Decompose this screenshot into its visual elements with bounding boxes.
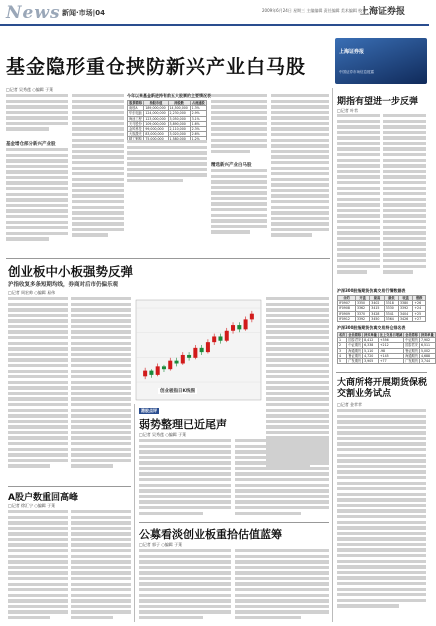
right-column-divider xyxy=(332,88,333,622)
positions-cell: 6,511 xyxy=(419,343,435,348)
futures-table2-title: 沪深300股指期货仿真交易持仓排名表 xyxy=(337,325,406,330)
candle-body xyxy=(162,366,166,369)
quotes-cell: 3380 xyxy=(399,301,413,306)
futures-position-table xyxy=(337,332,436,364)
holdings-cell: 金风科技 xyxy=(128,127,144,132)
quotes-cell: IF0912 xyxy=(338,316,356,321)
fund-body-col1 xyxy=(139,549,231,622)
holdings-cell: 天马股份 xyxy=(128,121,144,126)
futures-headline: 期指有望进一步反弹 xyxy=(337,97,419,107)
sidebar-body-col1 xyxy=(8,510,68,622)
quotes-cell: IF0907 xyxy=(338,301,356,306)
positions-cell: 中证期货 xyxy=(405,338,418,343)
dce-byline: □记者 金苹苹 xyxy=(337,402,363,407)
candle-body xyxy=(168,361,172,370)
positions-cell: 广发期货 xyxy=(348,359,362,364)
futures-quotes-table xyxy=(337,295,426,322)
lead-subhead-1: 基金增仓部分新兴产业股 xyxy=(6,142,56,147)
holdings-cell: 189,000,000 xyxy=(144,106,168,111)
quotes-cell: +24 xyxy=(413,306,426,311)
positions-cell: 海通期货 xyxy=(405,353,418,358)
holdings-cell: 99,000,000 xyxy=(144,127,168,132)
lead-subhead-2: 精选新兴产业白马股 xyxy=(211,163,252,168)
holdings-cell: 14,500,000 xyxy=(168,106,190,111)
positions-cell: 海通期货 xyxy=(348,348,362,353)
candle-body xyxy=(212,336,216,342)
positions-cell: 4 xyxy=(338,353,347,358)
candle-body xyxy=(200,348,204,352)
positions-cell: 3 xyxy=(338,348,347,353)
quotes-cell: IF0908 xyxy=(338,306,356,311)
quotes-cell: 3370 xyxy=(355,311,369,316)
positions-cell: +356 xyxy=(378,338,403,343)
quotes-cell: 3428 xyxy=(370,311,384,316)
fund-body-col2 xyxy=(235,549,329,622)
positions-row xyxy=(338,343,436,348)
positions-cell: 5 xyxy=(338,359,347,364)
quotes-column-header: 最高 xyxy=(370,296,384,301)
holdings-cell: 大族激光 xyxy=(128,132,144,137)
holdings-cell: 2.9% xyxy=(190,111,206,116)
holdings-cell: 124,000,000 xyxy=(144,111,168,116)
quotes-cell: 3402 xyxy=(370,301,384,306)
positions-cell: 3,744 xyxy=(419,359,435,364)
candle-body xyxy=(156,366,160,375)
holdings-cell: 华东电脑 xyxy=(128,111,144,116)
quotes-column-header: 涨跌 xyxy=(413,296,426,301)
holdings-column-header: 占流通股 xyxy=(191,101,205,105)
positions-column-header: 比上交易日增减 xyxy=(379,333,403,337)
chart-caption: 创业板指日K线图 xyxy=(160,389,195,394)
quotes-cell: 3350 xyxy=(355,301,369,306)
weak-byline: □记者 吴秀莲 ○编辑 于莱 xyxy=(139,432,187,437)
quotes-cell: +25 xyxy=(413,311,426,316)
quotes-cell: 3341 xyxy=(384,311,398,316)
section-brand: News xyxy=(6,3,61,23)
fund-byline: □记者 郭子 ○编辑 于莱 xyxy=(139,542,183,547)
candle-body xyxy=(206,342,210,352)
candle-body xyxy=(181,355,185,364)
holdings-cell: 123,000,000 xyxy=(144,116,168,121)
dce-body xyxy=(337,409,426,619)
lead-bottom-divider xyxy=(6,258,330,259)
section-name xyxy=(62,8,105,18)
page-number: |04 xyxy=(92,9,105,17)
holdings-cell: 83,000,000 xyxy=(144,132,168,137)
chart-frame xyxy=(136,300,261,400)
lead-body-col4 xyxy=(211,94,267,160)
positions-column-header: 会员简称 xyxy=(405,333,418,337)
positions-cell: 鲁证期货 xyxy=(405,348,418,353)
positions-cell: 3,905 xyxy=(363,359,379,364)
weak-story-tag: 港股点评 xyxy=(141,408,157,413)
lead-body-col1 xyxy=(6,94,68,140)
holdings-cell: 109,000,000 xyxy=(144,121,168,126)
positions-cell: 5,110 xyxy=(363,348,379,353)
holdings-cell: 2,110,000 xyxy=(168,127,190,132)
sidebar-body-col2 xyxy=(71,510,131,622)
holdings-cell: 1.6% xyxy=(190,121,206,126)
gem-body-col1 xyxy=(8,297,68,472)
candle-body xyxy=(175,361,179,364)
holdings-cell: 3.1% xyxy=(190,116,206,121)
lead-table-title: 今年以来基金新进持有前五大股票的主要情况表 xyxy=(127,93,211,98)
lead-body-col4b xyxy=(211,169,267,249)
holdings-cell: 海油工程 xyxy=(128,116,144,121)
gem-subtitle: 沪指收复多条短期均线，券商对后市仍偏乐观 xyxy=(8,282,119,288)
quotes-cell: 3318 xyxy=(384,301,398,306)
positions-cell: 中证期货 xyxy=(348,343,362,348)
positions-column-header: 持买单量 xyxy=(364,333,377,337)
holdings-cell: 3,020,000 xyxy=(168,132,190,137)
holdings-column-header: 持股数 xyxy=(168,101,190,106)
positions-cell: 7,902 xyxy=(419,338,435,343)
quotes-column-header: 最低 xyxy=(384,296,398,301)
candle-body xyxy=(237,325,241,329)
futures-table1-title: 沪深300股指期货仿真交易行情数据表 xyxy=(337,288,406,293)
gem-sidebar-divider xyxy=(8,486,131,487)
sidebar-headline: A股户数重回高峰 xyxy=(8,493,78,503)
candle-body xyxy=(225,331,229,341)
quotes-cell: 3362 xyxy=(355,306,369,311)
newspaper-title: 上海证券报 xyxy=(360,7,406,17)
positions-column-header: 会员简称 xyxy=(348,333,362,337)
futures-body-col1 xyxy=(337,114,380,282)
banner-title: 上海证券报 xyxy=(339,49,365,55)
futures-body-col2 xyxy=(383,114,426,282)
lead-body-col3 xyxy=(127,140,207,192)
positions-cell: +212 xyxy=(378,343,403,348)
quotes-row xyxy=(338,316,426,321)
holdings-cell: 2.6% xyxy=(190,132,206,137)
holdings-column-header: 持股市值 xyxy=(144,101,168,106)
quotes-cell: IF0909 xyxy=(338,311,356,316)
positions-cell: 4,688 xyxy=(419,353,435,358)
quotes-cell: 3426 xyxy=(399,316,413,321)
quotes-column-header: 收盘 xyxy=(399,296,413,301)
quotes-column-header: 合约 xyxy=(338,296,356,301)
candle-body xyxy=(187,355,191,358)
holdings-cell: 2,230,000 xyxy=(168,111,190,116)
gem-index-candlestick-chart xyxy=(136,300,261,400)
holdings-column-header: 股票简称 xyxy=(129,101,143,105)
lead-byline: □记者 吴秀莲 ○编辑 于莱 xyxy=(6,87,54,92)
sidebar-vertical-divider xyxy=(134,404,135,622)
weak-body-col1 xyxy=(139,439,231,519)
lead-body-col2 xyxy=(72,94,124,254)
sidebar-byline: □记者 徐汇宁 ○编辑 于莱 xyxy=(8,503,56,508)
candle-body xyxy=(193,348,197,358)
holdings-cell: 3,890,000 xyxy=(168,121,190,126)
section-label: 新闻·市场 xyxy=(62,9,93,17)
quotes-cell: 3364 xyxy=(384,316,398,321)
positions-cell: 6,338 xyxy=(363,343,379,348)
positions-cell: 鲁证期货 xyxy=(348,353,362,358)
holdings-cell: 3,050,000 xyxy=(168,116,190,121)
positions-row xyxy=(338,359,436,364)
futures-byline: □记者 叶苇 xyxy=(337,108,359,113)
weak-body-col2 xyxy=(235,439,329,519)
quotes-cell: +26 xyxy=(413,301,426,306)
holdings-cell: 南玻A xyxy=(128,106,144,111)
gem-headline: 创业板中小板强势反弹 xyxy=(8,264,134,279)
positions-cell: 广发期货 xyxy=(405,359,418,364)
positions-cell: +77 xyxy=(378,359,403,364)
fund-divider xyxy=(139,522,329,523)
candle-body xyxy=(244,319,248,329)
lead-headline: 基金隐形重仓挟防新兴产业白马股 xyxy=(6,56,307,78)
positions-cell: 2 xyxy=(338,343,347,348)
candle-body xyxy=(250,314,254,320)
positions-cell: 国泰君安 xyxy=(348,338,362,343)
gem-byline: □记者 周宏帅 ○编辑 易伟 xyxy=(8,290,56,295)
candle-body xyxy=(231,325,235,331)
positions-cell: 8,412 xyxy=(363,338,379,343)
holdings-cell: 2.3% xyxy=(190,127,206,132)
promo-banner[interactable] xyxy=(335,38,427,84)
positions-column-header: 持卖单量 xyxy=(420,333,434,337)
quotes-cell: +27 xyxy=(413,316,426,321)
header-rule xyxy=(0,24,429,26)
positions-cell: 1 xyxy=(338,338,347,343)
quotes-cell: 3415 xyxy=(370,306,384,311)
candle-body xyxy=(218,336,222,340)
positions-cell: 4,720 xyxy=(363,353,379,358)
dce-headline: 大商所将开展期货保税交割业务试点 xyxy=(337,378,428,399)
candle-body xyxy=(149,371,153,375)
positions-cell: 国泰君安 xyxy=(405,343,418,348)
quotes-cell: 3404 xyxy=(399,311,413,316)
weak-headline: 弱势整理已近尾声 xyxy=(139,418,227,431)
quotes-column-header: 开盘 xyxy=(355,296,369,301)
positions-row xyxy=(338,353,436,358)
banner-subtitle: 中国证券市场信息披露 xyxy=(339,70,374,74)
quotes-cell: 3392 xyxy=(355,316,369,321)
positions-cell: +145 xyxy=(378,353,403,358)
date-line: 2009年6月24日 星期三 主编编辑 责任编辑 美术编辑 校对 xyxy=(262,8,367,13)
gem-body-col2 xyxy=(71,297,131,472)
lead-holdings-table xyxy=(127,100,207,143)
holdings-cell: 1.3% xyxy=(190,106,206,111)
candle-body xyxy=(143,371,147,377)
quotes-cell: 3392 xyxy=(399,306,413,311)
quotes-cell: 3450 xyxy=(370,316,384,321)
lead-body-col5 xyxy=(271,94,329,254)
positions-header-row xyxy=(338,333,436,338)
right-story-divider xyxy=(336,372,427,373)
positions-cell: -98 xyxy=(378,348,403,353)
lead-body-col1b xyxy=(6,148,68,253)
quotes-cell: 3330 xyxy=(384,306,398,311)
fund-headline: 公募看淡创业板重拾估值蓝筹 xyxy=(139,528,282,541)
positions-column-header: 名次 xyxy=(339,333,346,337)
positions-cell: 5,002 xyxy=(419,348,435,353)
